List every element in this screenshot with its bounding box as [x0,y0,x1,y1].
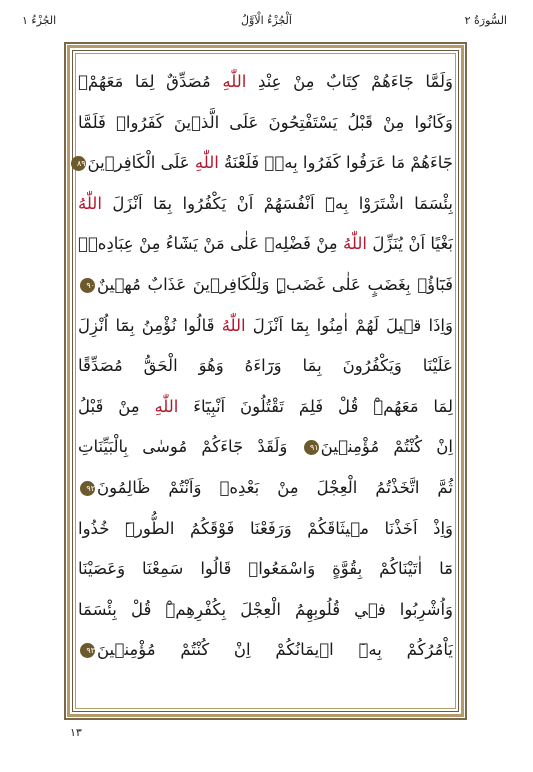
verse-text: بَغْيًا اَنْ يُنَزِّلَ [366,234,453,254]
verse-text: عَلَيْنَا وَيَكْفُرُونَ بِمَا وَرَٓاءَهُ وَهُوَ الْحَقُّ مُصَدِّقًا [78,356,453,376]
verse-text: وَلَمَّا جَٓاءَهُمْ كِتَابٌ مِنْ عِنْدِ [246,72,453,91]
verse-number-marker: ٨٩ [71,156,86,171]
verse-line [78,105,453,141]
verse-line [78,632,453,668]
verse-line [78,267,453,303]
verse-text: عَلَى الْكَافِرٖينَ [87,153,195,173]
divine-name: اللّٰهُ [343,234,367,254]
verse-text: مِنْ فَضْلِهٖ عَلٰى مَنْ يَشَٓاءُ مِنْ عِبَادِهٖۚ [78,234,344,254]
juz-title: اَلْجُزْءُ الْاَوَّلُ [241,14,292,27]
divine-name: اللّٰهُ [78,193,102,213]
verse-number-marker: ٩٠ [80,278,95,293]
verse-line [78,64,453,100]
surah-label: السُّورَةُ ٢ [464,14,507,27]
juz-label: الجُزْءُ ١ [22,14,57,27]
page-number: ١٣ [70,726,82,739]
verse-text: وَكَانُوا مِنْ قَبْلُ يَسْتَفْتِحُونَ عَلَى الَّذٖينَ كَفَرُواۚ فَلَمَّا [78,112,453,132]
verse-text: وَاُشْرِبُوا فٖي قُلُوبِهِمُ الْعِجْلَ بِكُفْرِهِمْۜ قُلْ بِئْسَمَا [78,599,453,619]
verse-text: ثُمَّ اتَّخَذْتُمُ الْعِجْلَ مِنْ بَعْدِهٖ وَاَنْتُمْ ظَالِمُونَ [97,478,453,497]
verse-line [78,226,453,262]
divine-name: اللّٰهِ [194,153,219,173]
verse-line [78,551,453,587]
verse-line [78,308,453,344]
verse-text: فَبَٓاؤُ۫ بِغَضَبٍ عَلٰى غَضَبٍۜ وَلِلْكَافِرٖينَ عَذَابٌ مُهٖينٌ [97,275,453,294]
verse-text: اِنْ كُنْتُمْ مُؤْمِنٖينَ [320,437,454,457]
divine-name: اللّٰهِ [222,72,247,91]
verse-text: جَٓاءَهُمْ مَا عَرَفُوا كَفَرُوا بِهٖۘ فَلَعْنَةُ [218,153,453,173]
verse-number-marker: ٩٢ [80,481,95,496]
verse-text: يَاْمُرُكُمْ بِهٖٓ اٖيمَانُكُمْ اِنْ كُنْتُمْ مُؤْمِنٖينَ [97,640,453,660]
verse-line [78,145,453,181]
verse-text: وَاِذْ اَخَذْنَا مٖيثَاقَكُمْ وَرَفَعْنَا فَوْقَكُمُ الطُّورَۜ خُذُوا [78,518,453,538]
quran-text-block [78,64,453,704]
verse-line [78,389,453,425]
verse-text: قَالُوا نُؤْمِنُ بِمَٓا اُنْزِلَ [78,315,222,335]
divine-name: اللّٰهُ [221,315,246,335]
verse-line [78,429,453,465]
verse-line [78,186,453,222]
verse-number-marker: ٩٣ [80,643,95,658]
verse-line [78,511,453,547]
verse-text: مُصَدِّقٌ لِمَا مَعَهُمْۙ [78,72,223,91]
verse-line [78,592,453,628]
verse-text: مِنْ قَبْلُ [78,396,155,416]
verse-text: وَلَقَدْ جَٓاءَكُمْ مُوسٰى بِالْبَيِّنَاتِ [78,437,302,457]
verse-number-marker: ٩١ [304,440,319,455]
divine-name: اللّٰهِ [154,396,179,416]
verse-text: لِمَا مَعَهُمْۜ قُلْ فَلِمَ تَقْتُلُونَ اَنْبِيَٓاءَ [178,396,453,416]
verse-text: مَٓا اٰتَيْنَاكُمْ بِقُوَّةٍ وَاسْمَعُواۜ قَالُوا سَمِعْنَا وَعَصَيْنَا [78,559,453,579]
verse-line [78,470,453,506]
verse-line [78,348,453,384]
verse-text: بِئْسَمَا اشْتَرَوْا بِهٖٓ اَنْفُسَهُمْ اَنْ يَكْفُرُوا بِمَٓا اَنْزَلَ [101,193,453,213]
verse-text: وَاِذَا قٖيلَ لَهُمْ اٰمِنُوا بِمَٓا اَنْزَلَ [245,315,453,335]
